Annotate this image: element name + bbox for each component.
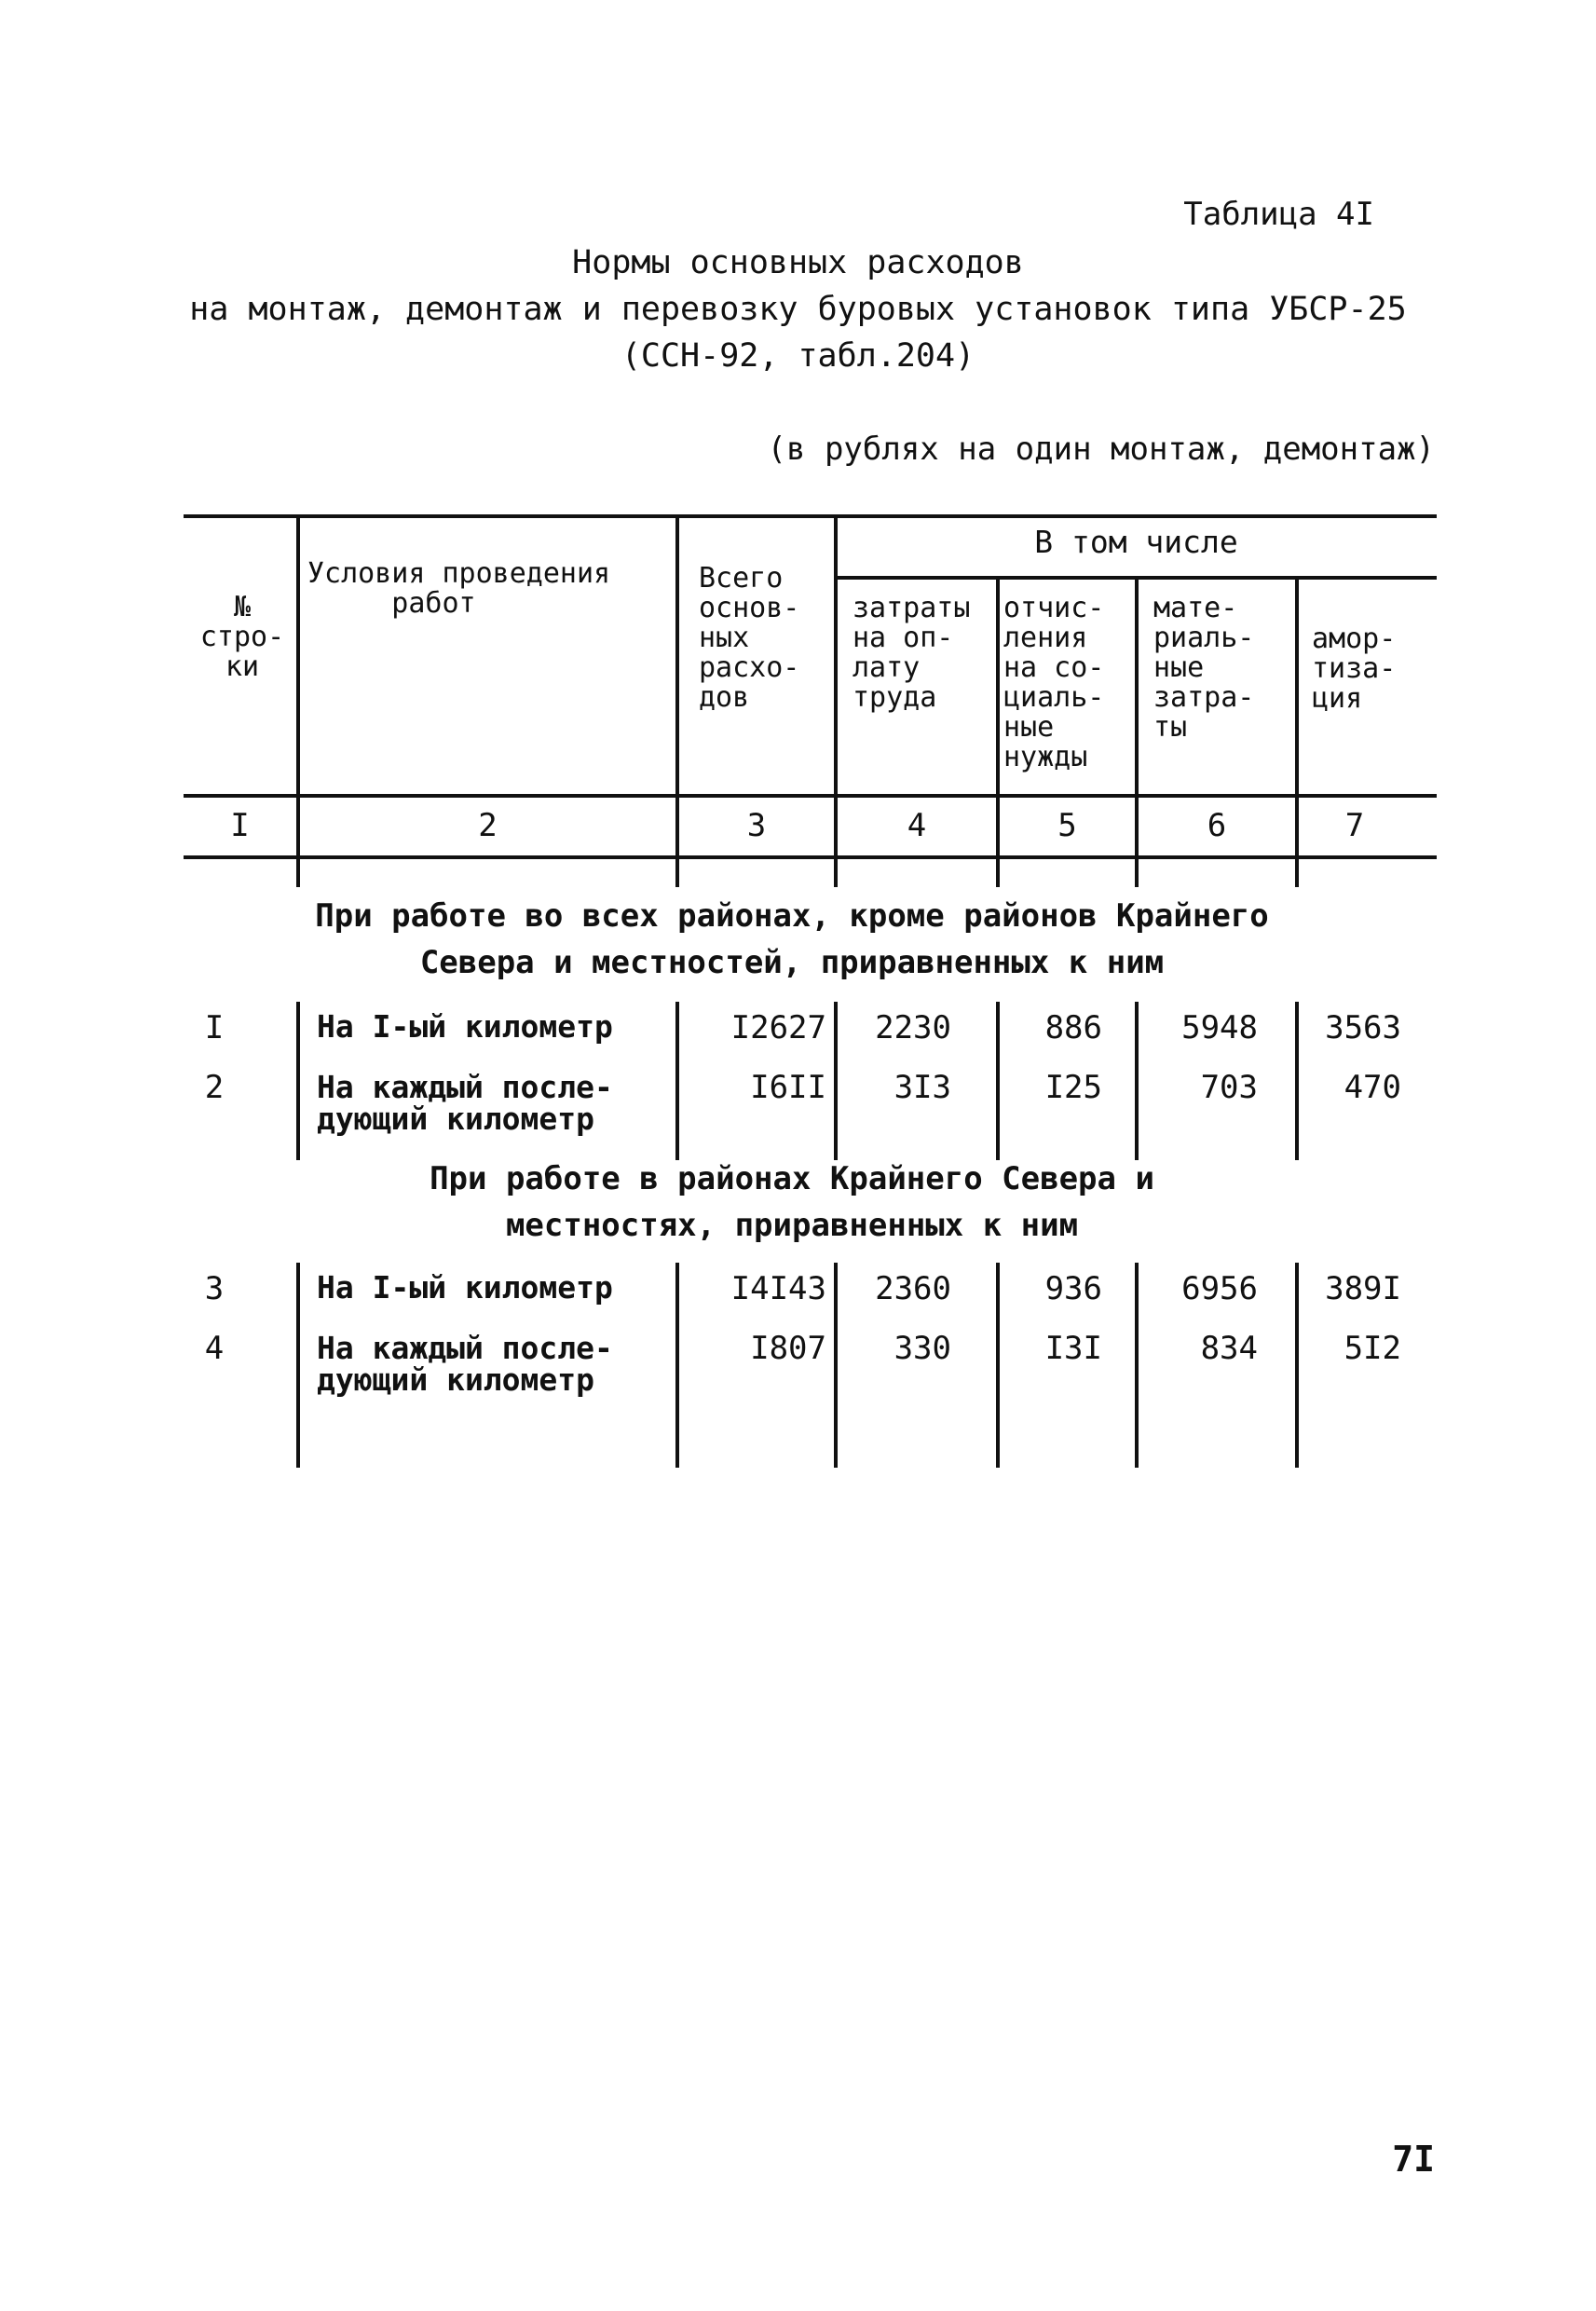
row-1-num: I bbox=[204, 1009, 225, 1046]
header-col2: Условия проведения работ bbox=[307, 557, 611, 620]
row-4-labor: 330 bbox=[893, 1330, 951, 1367]
header-group: В том числе bbox=[1034, 524, 1238, 560]
header-col5: отчис- ления на со- циаль- ные нужды bbox=[1003, 592, 1105, 773]
header-col1: № стро- ки bbox=[199, 591, 285, 683]
colnum-1: I bbox=[230, 807, 250, 844]
colnum-5: 5 bbox=[1057, 807, 1077, 844]
row-3-labor: 2360 bbox=[875, 1270, 951, 1307]
colnum-6: 6 bbox=[1207, 807, 1227, 844]
numbers-bottom-rule bbox=[184, 855, 1437, 859]
row-2-labor: 3I3 bbox=[893, 1069, 951, 1106]
row-1-total: I2627 bbox=[730, 1009, 826, 1046]
row-4-cond: На каждый после- дующий километр bbox=[317, 1330, 613, 1398]
row-3-total: I4I43 bbox=[730, 1270, 826, 1307]
header-top-rule bbox=[184, 514, 1437, 518]
row-4-material: 834 bbox=[1200, 1330, 1258, 1367]
s1-vline-1 bbox=[296, 1002, 300, 1160]
row-2-social: I25 bbox=[1044, 1069, 1102, 1106]
row-4-social: I3I bbox=[1044, 1330, 1102, 1367]
row-4-amort: 5I2 bbox=[1344, 1330, 1401, 1367]
row-1-social: 886 bbox=[1044, 1009, 1102, 1046]
header-col6: мате- риаль- ные затра- ты bbox=[1153, 592, 1255, 744]
row-3-num: 3 bbox=[204, 1270, 225, 1307]
row-2-num: 2 bbox=[204, 1069, 225, 1106]
row-3-amort: 389I bbox=[1325, 1270, 1401, 1307]
page-number: 7I bbox=[1392, 2139, 1435, 2180]
colnum-4: 4 bbox=[907, 807, 927, 844]
table-label: Таблица 4I bbox=[1183, 196, 1374, 233]
row-2-cond: На каждый после- дующий километр bbox=[317, 1069, 613, 1137]
row-2-material: 703 bbox=[1200, 1069, 1258, 1106]
row-4-num: 4 bbox=[204, 1330, 225, 1367]
colnum-3: 3 bbox=[746, 807, 767, 844]
header-col7: амор- тиза- ция bbox=[1312, 622, 1397, 715]
header-col4: затраты на оп- лату труда bbox=[853, 592, 971, 714]
row-1-material: 5948 bbox=[1181, 1009, 1258, 1046]
colnum-2: 2 bbox=[478, 807, 498, 844]
colnum-7: 7 bbox=[1344, 807, 1365, 844]
row-4-total: I807 bbox=[750, 1330, 826, 1367]
title-line-2: на монтаж, демонтаж и перевозку буровых установок типа УБСР-25 bbox=[189, 291, 1407, 328]
row-3-material: 6956 bbox=[1181, 1270, 1258, 1307]
section-1-title: При работе во всех районах, кроме районов Крайнего Севера и местностей, приравненных к ним bbox=[315, 897, 1269, 981]
header-bottom-rule bbox=[184, 794, 1437, 798]
section-2-title: При работе в районах Крайнего Севера и местностях, приравненных к ним bbox=[430, 1160, 1154, 1244]
s2-vline-1 bbox=[296, 1263, 300, 1468]
header-col3: Всего основ- ных расхо- дов bbox=[699, 562, 800, 714]
row-1-labor: 2230 bbox=[875, 1009, 951, 1046]
units-note: (в рублях на один монтаж, демонтаж) bbox=[767, 431, 1435, 468]
row-3-cond: На I-ый километр bbox=[317, 1269, 613, 1306]
title-line-3: (ССН-92, табл.204) bbox=[621, 337, 975, 375]
title-line-1: Нормы основных расходов bbox=[572, 244, 1024, 281]
row-3-social: 936 bbox=[1044, 1270, 1102, 1307]
row-2-amort: 470 bbox=[1344, 1069, 1401, 1106]
row-1-amort: 3563 bbox=[1325, 1009, 1401, 1046]
row-2-total: I6II bbox=[750, 1069, 826, 1106]
row-1-cond: На I-ый километр bbox=[317, 1008, 613, 1045]
